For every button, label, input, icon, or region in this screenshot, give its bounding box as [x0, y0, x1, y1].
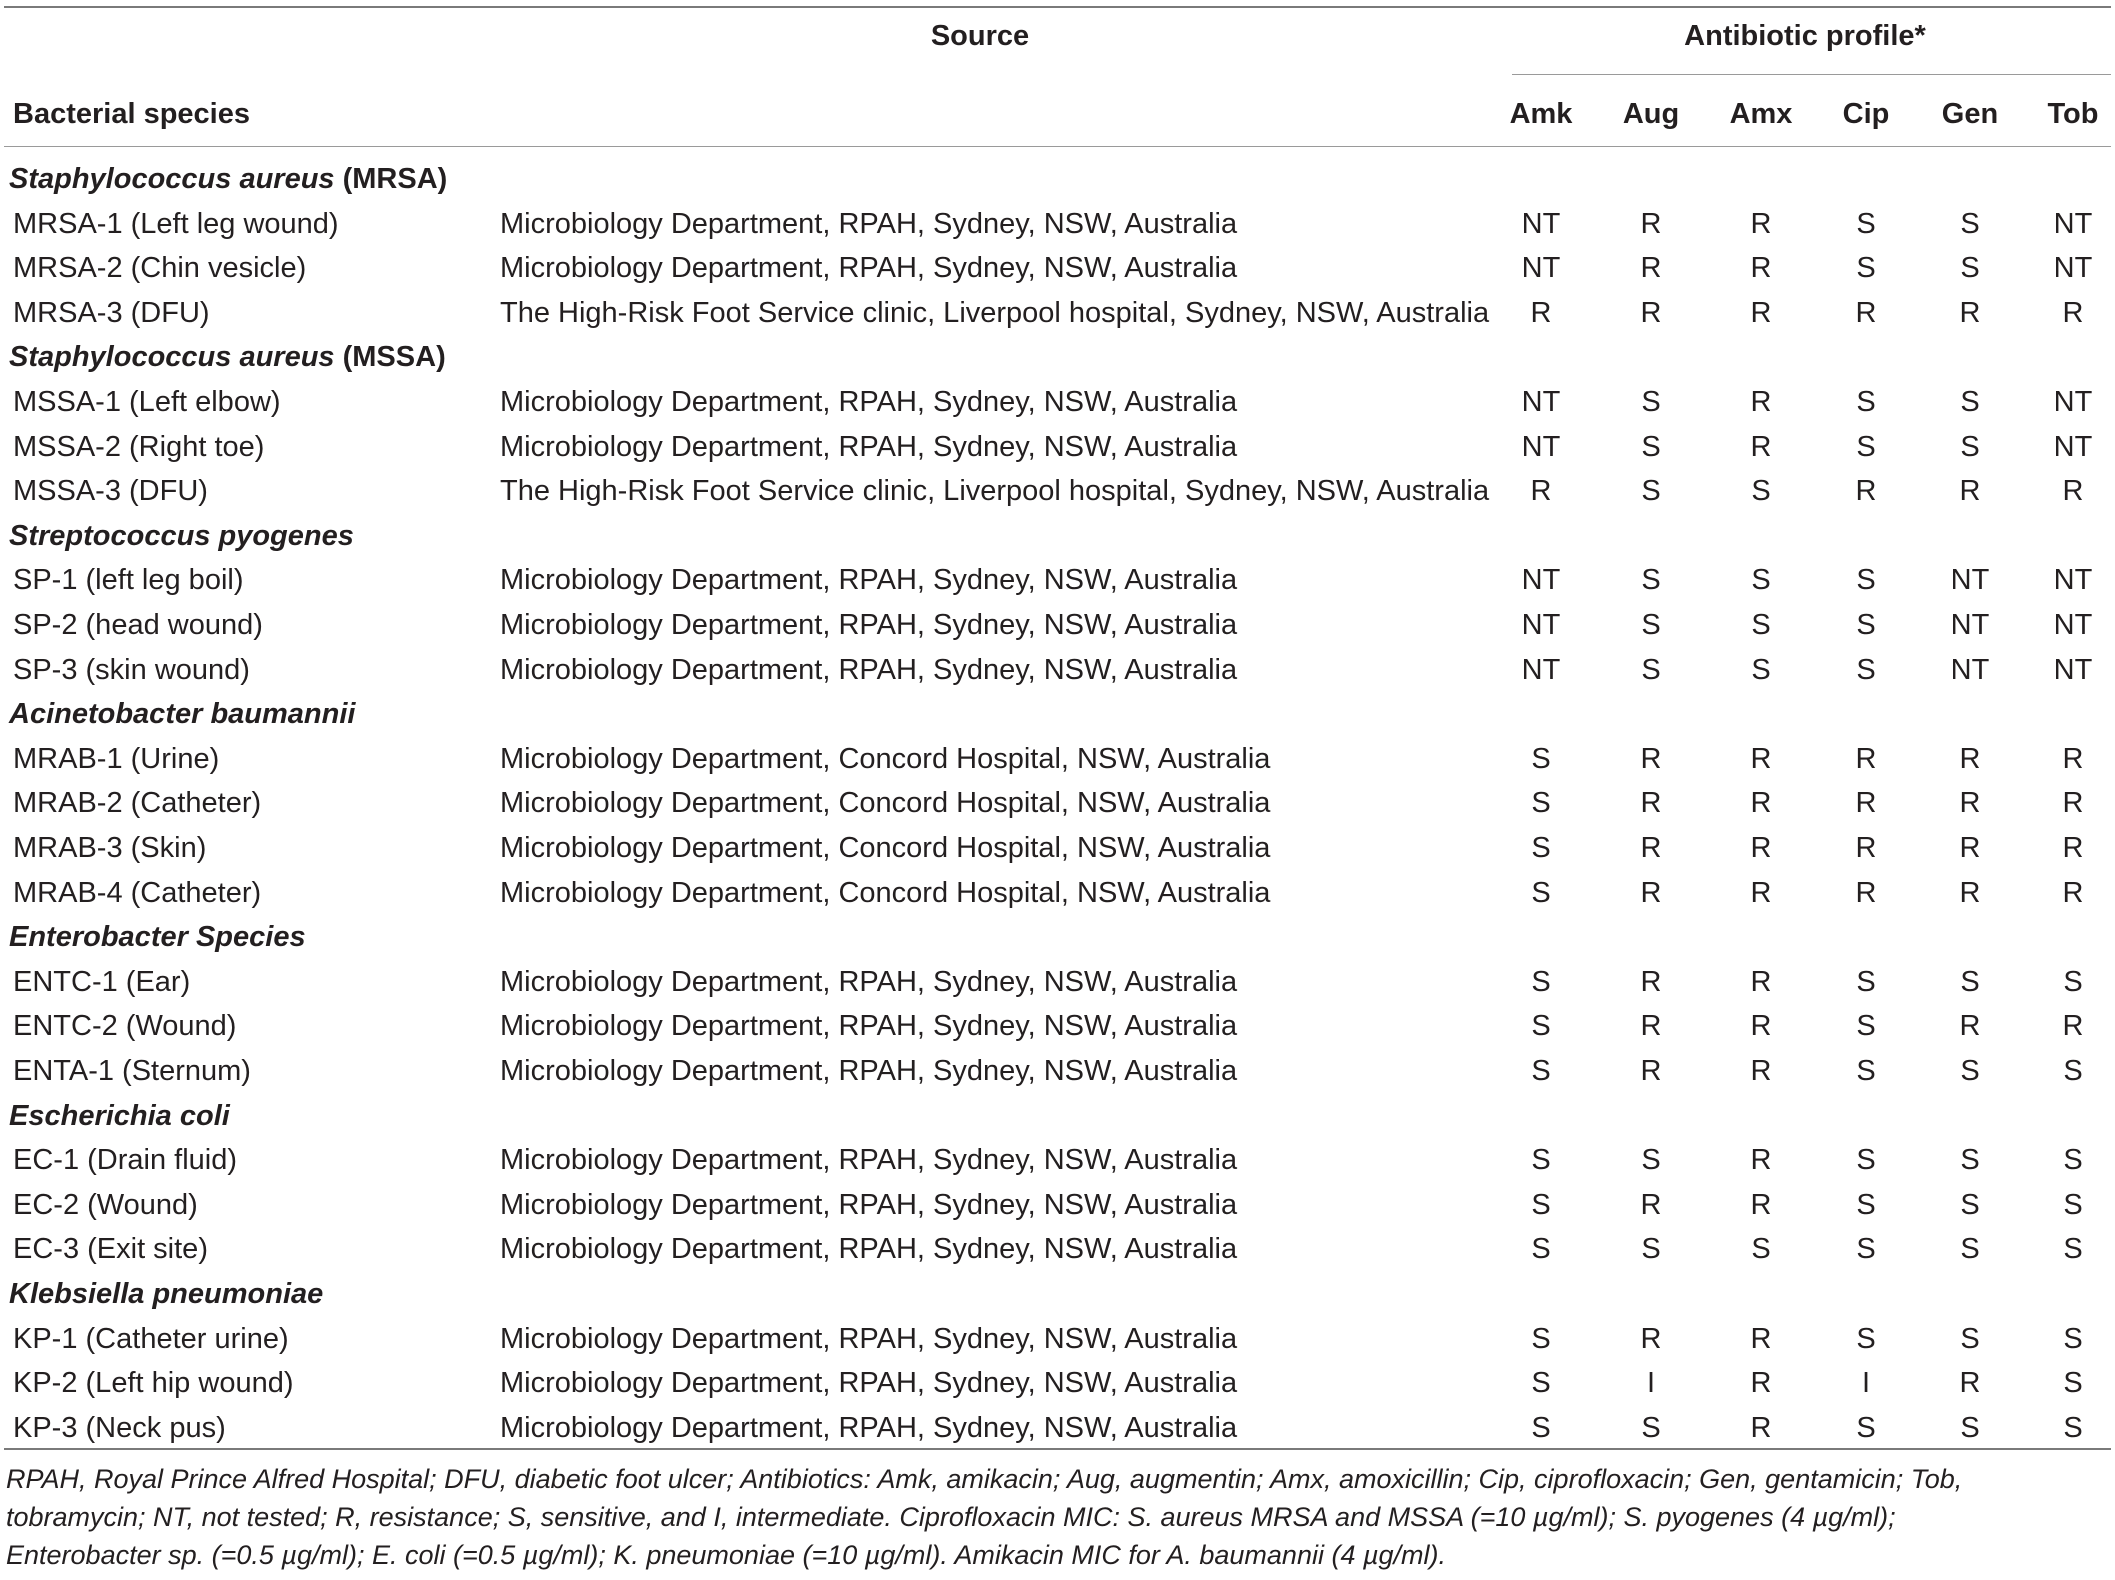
amk-value: S: [1531, 1010, 1551, 1043]
group-heading-row: [0, 514, 2115, 558]
amx-value: S: [1751, 475, 1771, 508]
strain-name: MSSA-3 (DFU): [13, 475, 208, 508]
aug-value: S: [1641, 430, 1661, 463]
strain-source: The High-Risk Foot Service clinic, Liverpool hospital, Sydney, NSW, Australia: [500, 475, 1490, 508]
table-row: [0, 1317, 2115, 1361]
header-bottom-rule: [4, 146, 2111, 147]
amx-value: R: [1750, 1367, 1772, 1400]
amx-value: R: [1750, 1411, 1772, 1444]
strain-source: Microbiology Department, RPAH, Sydney, NSW, Australia: [500, 1188, 1238, 1221]
aug-value: R: [1640, 1322, 1662, 1355]
group-title: [9, 1094, 230, 1138]
header-gen: Gen: [1941, 98, 1999, 130]
aug-value: S: [1641, 386, 1661, 418]
cip-value: S: [1856, 1411, 1876, 1444]
gen-value: S: [1960, 430, 1980, 463]
amx-value: R: [1750, 207, 1772, 240]
cip-value: S: [1856, 1233, 1876, 1266]
amx-value: S: [1751, 564, 1771, 597]
table-row: [0, 558, 2115, 602]
amx-value: R: [1750, 1188, 1772, 1221]
cip-value: S: [1856, 386, 1876, 418]
strain-name: KP-2 (Left hip wound): [13, 1367, 294, 1400]
amx-value: R: [1750, 1010, 1772, 1043]
aug-value: R: [1640, 296, 1662, 329]
aug-value: S: [1641, 653, 1661, 686]
cip-value: R: [1855, 832, 1877, 864]
cip-value: R: [1855, 787, 1877, 820]
gen-value: R: [1959, 296, 1981, 329]
amk-value: NT: [1521, 386, 1561, 418]
table-row: [0, 425, 2115, 469]
group-title: [9, 335, 446, 379]
header-source: Source: [930, 20, 1030, 52]
cip-value: S: [1856, 1188, 1876, 1221]
aug-value: S: [1641, 1144, 1661, 1177]
amk-value: S: [1531, 965, 1551, 998]
amk-value: S: [1531, 1411, 1551, 1444]
aug-value: S: [1641, 609, 1661, 641]
aug-value: R: [1640, 252, 1662, 285]
strain-source: The High-Risk Foot Service clinic, Liverpool hospital, Sydney, NSW, Australia: [500, 296, 1490, 329]
gen-value: R: [1959, 1367, 1981, 1400]
group-heading-row: [0, 915, 2115, 959]
table-row: [0, 1049, 2115, 1093]
tob-value: S: [2063, 1322, 2083, 1355]
group-species-name: Streptococcus pyogenes: [9, 519, 354, 552]
strain-source: Microbiology Department, RPAH, Sydney, NSW, Australia: [500, 1010, 1238, 1043]
gen-value: NT: [1950, 653, 1990, 686]
table-row: [0, 246, 2115, 290]
table-row: [0, 291, 2115, 335]
amk-value: NT: [1521, 609, 1561, 641]
amk-value: S: [1531, 876, 1551, 909]
strain-name: MSSA-2 (Right toe): [13, 430, 265, 463]
aug-value: R: [1640, 742, 1662, 775]
aug-value: R: [1640, 1055, 1662, 1087]
aug-value: R: [1640, 965, 1662, 998]
strain-name: KP-3 (Neck pus): [13, 1411, 226, 1444]
strain-name: EC-1 (Drain fluid): [13, 1144, 237, 1177]
table-row: [0, 1406, 2115, 1450]
gen-value: S: [1960, 1233, 1980, 1266]
amx-value: R: [1750, 1144, 1772, 1177]
strain-source: Microbiology Department, RPAH, Sydney, NSW, Australia: [500, 207, 1238, 240]
strain-source: Microbiology Department, Concord Hospital, NSW, Australia: [500, 742, 1271, 775]
strain-source: Microbiology Department, RPAH, Sydney, NSW, Australia: [500, 965, 1238, 998]
table-row: [0, 1004, 2115, 1048]
table-row: [0, 1183, 2115, 1227]
gen-value: R: [1959, 832, 1981, 864]
strain-source: Microbiology Department, RPAH, Sydney, NSW, Australia: [500, 1055, 1238, 1087]
table-row: [0, 469, 2115, 513]
footnote-line: Enterobacter sp. (=0.5 µg/ml); E. coli (=0.5 µg/ml); K. pneumoniae (=10 µg/ml). Amikacin MIC for A. baumannii (4 µg/ml).: [6, 1540, 1447, 1570]
amk-value: S: [1531, 742, 1551, 775]
cip-value: I: [1861, 1367, 1871, 1400]
aug-value: S: [1641, 1233, 1661, 1266]
strain-name: MSSA-1 (Left elbow): [13, 386, 281, 418]
cip-value: S: [1856, 1055, 1876, 1087]
gen-value: S: [1960, 1411, 1980, 1444]
strain-source: Microbiology Department, Concord Hospital, NSW, Australia: [500, 787, 1271, 820]
group-heading-row: [0, 157, 2115, 201]
table-footnote: [6, 1460, 2106, 1574]
strain-name: MRSA-3 (DFU): [13, 296, 210, 329]
footnote-line: RPAH, Royal Prince Alfred Hospital; DFU, diabetic foot ulcer; Antibiotics: Amk, amikacin; Aug, augmentin; Amx, amoxicillin; Cip, ciprofloxacin; Gen, gentamicin; Tob,: [6, 1464, 1963, 1494]
gen-value: R: [1959, 742, 1981, 775]
aug-value: R: [1640, 1010, 1662, 1043]
cip-value: S: [1856, 1010, 1876, 1043]
table-row: [0, 1361, 2115, 1405]
table-row: [0, 826, 2115, 870]
cip-value: R: [1855, 475, 1877, 508]
tob-value: R: [2062, 1010, 2084, 1043]
strain-name: SP-1 (left leg boil): [13, 564, 244, 597]
strain-source: Microbiology Department, RPAH, Sydney, NSW, Australia: [500, 252, 1238, 285]
strain-source: Microbiology Department, RPAH, Sydney, NSW, Australia: [500, 609, 1238, 641]
amx-value: R: [1750, 742, 1772, 775]
strain-name: MRAB-3 (Skin): [13, 832, 207, 864]
strain-source: Microbiology Department, RPAH, Sydney, NSW, Australia: [500, 564, 1238, 597]
group-heading-row: [0, 692, 2115, 736]
tob-value: R: [2062, 876, 2084, 909]
amk-value: S: [1531, 1055, 1551, 1087]
gen-value: S: [1960, 1055, 1980, 1087]
tob-value: S: [2063, 1188, 2083, 1221]
cip-value: S: [1856, 1322, 1876, 1355]
cip-value: S: [1856, 252, 1876, 285]
aug-value: R: [1640, 207, 1662, 240]
strain-source: Microbiology Department, RPAH, Sydney, NSW, Australia: [500, 1411, 1238, 1444]
amx-value: R: [1750, 832, 1772, 864]
strain-source: Microbiology Department, RPAH, Sydney, NSW, Australia: [500, 1233, 1238, 1266]
tob-value: S: [2063, 1367, 2083, 1400]
cip-value: S: [1856, 653, 1876, 686]
gen-value: NT: [1950, 564, 1990, 597]
amx-value: S: [1751, 1233, 1771, 1266]
aug-value: I: [1646, 1367, 1656, 1400]
tob-value: NT: [2053, 252, 2093, 285]
group-species-name: Staphylococcus aureus: [9, 341, 335, 374]
header-antibiotic-profile: Antibiotic profile*: [1684, 20, 1926, 52]
gen-value: S: [1960, 252, 1980, 285]
strain-name: SP-3 (skin wound): [13, 653, 250, 686]
cip-value: S: [1856, 965, 1876, 998]
header-amk: Amk: [1509, 98, 1573, 130]
aug-value: S: [1641, 475, 1661, 508]
header-tob: Tob: [2047, 98, 2099, 130]
tob-value: R: [2062, 832, 2084, 864]
table-top-rule: [4, 6, 2111, 8]
amx-value: S: [1751, 653, 1771, 686]
tob-value: NT: [2053, 653, 2093, 686]
cip-value: S: [1856, 430, 1876, 463]
amx-value: R: [1750, 876, 1772, 909]
gen-value: S: [1960, 1322, 1980, 1355]
amk-value: R: [1530, 475, 1552, 508]
strain-source: Microbiology Department, RPAH, Sydney, NSW, Australia: [500, 430, 1238, 463]
table-bottom-rule: [4, 1448, 2111, 1450]
cip-value: R: [1855, 742, 1877, 775]
tob-value: R: [2062, 296, 2084, 329]
header-amx: Amx: [1729, 98, 1793, 130]
strain-source: Microbiology Department, RPAH, Sydney, NSW, Australia: [500, 1322, 1238, 1355]
group-title: [9, 157, 447, 201]
cip-value: R: [1855, 876, 1877, 909]
tob-value: R: [2062, 742, 2084, 775]
group-title: [9, 1272, 323, 1316]
group-species-name: Escherichia coli: [9, 1099, 230, 1132]
header-aug: Aug: [1622, 98, 1680, 130]
aug-value: S: [1641, 1411, 1661, 1444]
amk-value: R: [1530, 296, 1552, 329]
cip-value: R: [1855, 296, 1877, 329]
table-row: [0, 781, 2115, 825]
group-species-name: Staphylococcus aureus: [9, 163, 335, 195]
table-row: [0, 603, 2115, 647]
gen-value: S: [1960, 1188, 1980, 1221]
group-title: [9, 915, 306, 959]
tob-value: R: [2062, 475, 2084, 508]
group-heading-row: [0, 1272, 2115, 1316]
amk-value: NT: [1521, 653, 1561, 686]
tob-value: S: [2063, 965, 2083, 998]
amx-value: R: [1750, 430, 1772, 463]
amk-value: S: [1531, 787, 1551, 820]
strain-name: MRSA-2 (Chin vesicle): [13, 252, 307, 285]
tob-value: S: [2063, 1144, 2083, 1177]
table-row: [0, 1227, 2115, 1271]
cip-value: S: [1856, 609, 1876, 641]
aug-value: R: [1640, 787, 1662, 820]
amk-value: NT: [1521, 564, 1561, 597]
strain-name: SP-2 (head wound): [13, 609, 263, 641]
strain-name: MRAB-1 (Urine): [13, 742, 220, 775]
amk-value: NT: [1521, 430, 1561, 463]
aug-value: R: [1640, 832, 1662, 864]
header-bacterial-species: Bacterial species: [13, 98, 250, 130]
strain-source: Microbiology Department, Concord Hospital, NSW, Australia: [500, 876, 1271, 909]
gen-value: S: [1960, 386, 1980, 418]
group-species-name: Acinetobacter baumannii: [9, 698, 356, 731]
strain-source: Microbiology Department, RPAH, Sydney, NSW, Australia: [500, 653, 1238, 686]
gen-value: R: [1959, 876, 1981, 909]
amk-value: S: [1531, 1144, 1551, 1177]
aug-value: S: [1641, 564, 1661, 597]
group-species-suffix: (MSSA): [334, 341, 446, 374]
table-row: [0, 380, 2115, 424]
amk-value: S: [1531, 1233, 1551, 1266]
table-row: [0, 737, 2115, 781]
header-cip: Cip: [1842, 98, 1890, 130]
amk-value: S: [1531, 1322, 1551, 1355]
table-row: [0, 871, 2115, 915]
antibiotic-profile-rule: [1512, 74, 2111, 75]
amk-value: S: [1531, 1367, 1551, 1400]
gen-value: R: [1959, 787, 1981, 820]
group-heading-row: [0, 335, 2115, 379]
amk-value: S: [1531, 832, 1551, 864]
tob-value: S: [2063, 1233, 2083, 1266]
amx-value: R: [1750, 1322, 1772, 1355]
strain-name: EC-2 (Wound): [13, 1188, 198, 1221]
amx-value: R: [1750, 252, 1772, 285]
tob-value: NT: [2053, 430, 2093, 463]
amk-value: S: [1531, 1188, 1551, 1221]
group-species-name: Enterobacter Species: [9, 921, 306, 954]
group-heading-row: [0, 1094, 2115, 1138]
tob-value: NT: [2053, 207, 2093, 240]
strain-name: MRAB-4 (Catheter): [13, 876, 262, 909]
group-title: [9, 692, 355, 736]
gen-value: R: [1959, 475, 1981, 508]
amk-value: NT: [1521, 207, 1561, 240]
amx-value: R: [1750, 386, 1772, 418]
table-row: [0, 1138, 2115, 1182]
tob-value: S: [2063, 1055, 2083, 1087]
table-row: [0, 202, 2115, 246]
tob-value: NT: [2053, 564, 2093, 597]
strain-name: ENTA-1 (Sternum): [13, 1055, 251, 1087]
strain-name: KP-1 (Catheter urine): [13, 1322, 289, 1355]
cip-value: S: [1856, 1144, 1876, 1177]
amx-value: R: [1750, 296, 1772, 329]
table-row: [0, 648, 2115, 692]
strain-name: MRSA-1 (Left leg wound): [13, 207, 339, 240]
tob-value: S: [2063, 1411, 2083, 1444]
tob-value: NT: [2053, 609, 2093, 641]
footnote-line: tobramycin; NT, not tested; R, resistance; S, sensitive, and I, intermediate. Ciprofloxacin MIC: S. aureus MRSA and MSSA (=10 µg/ml); S. pyogenes (4 µg/ml);: [6, 1502, 1896, 1532]
table-row: [0, 960, 2115, 1004]
group-species-suffix: (MRSA): [334, 163, 448, 195]
gen-value: NT: [1950, 609, 1990, 641]
strain-source: Microbiology Department, RPAH, Sydney, NSW, Australia: [500, 386, 1238, 418]
gen-value: S: [1960, 965, 1980, 998]
amx-value: R: [1750, 965, 1772, 998]
aug-value: R: [1640, 1188, 1662, 1221]
strain-name: ENTC-1 (Ear): [13, 965, 191, 998]
cip-value: S: [1856, 207, 1876, 240]
tob-value: NT: [2053, 386, 2093, 418]
cip-value: S: [1856, 564, 1876, 597]
group-species-name: Klebsiella pneumoniae: [9, 1278, 324, 1310]
strain-name: EC-3 (Exit site): [13, 1233, 208, 1266]
amx-value: R: [1750, 787, 1772, 820]
amx-value: S: [1751, 609, 1771, 641]
amk-value: NT: [1521, 252, 1561, 285]
strain-source: Microbiology Department, RPAH, Sydney, NSW, Australia: [500, 1367, 1238, 1400]
aug-value: R: [1640, 876, 1662, 909]
strain-name: ENTC-2 (Wound): [13, 1010, 237, 1043]
amx-value: R: [1750, 1055, 1772, 1087]
strain-name: MRAB-2 (Catheter): [13, 787, 262, 820]
gen-value: S: [1960, 1144, 1980, 1177]
gen-value: R: [1959, 1010, 1981, 1043]
tob-value: R: [2062, 787, 2084, 820]
gen-value: S: [1960, 207, 1980, 240]
strain-source: Microbiology Department, Concord Hospital, NSW, Australia: [500, 832, 1271, 864]
group-title: [9, 514, 354, 558]
strain-source: Microbiology Department, RPAH, Sydney, NSW, Australia: [500, 1144, 1238, 1177]
